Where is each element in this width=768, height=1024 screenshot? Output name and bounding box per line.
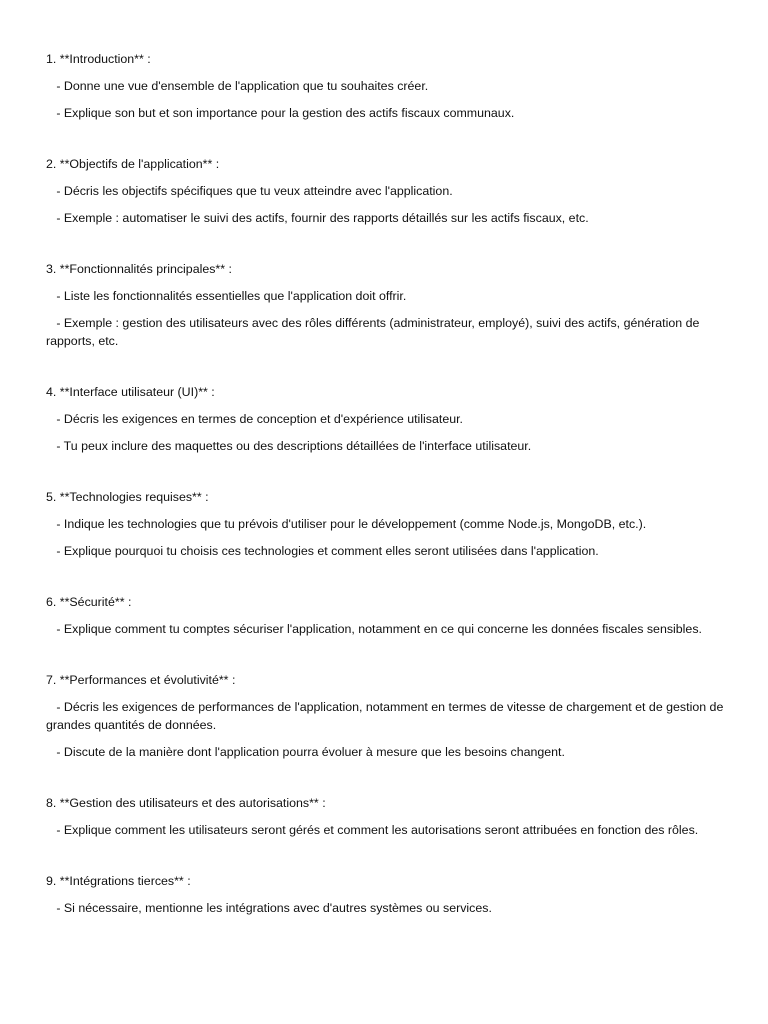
section-bullet: - Donne une vue d'ensemble de l'application que tu souhaites créer.: [46, 79, 429, 93]
section-heading: 8. **Gestion des utilisateurs et des autorisations** :: [46, 796, 326, 810]
section-heading: 2. **Objectifs de l'application** :: [46, 157, 220, 171]
section-performances: [46, 671, 736, 761]
section-heading: 3. **Fonctionnalités principales** :: [46, 262, 232, 276]
section-securite: [46, 593, 736, 638]
section-interface-utilisateur: [46, 383, 736, 455]
section-integrations: [46, 872, 736, 917]
section-bullet: - Explique pourquoi tu choisis ces technologies et comment elles seront utilisées dans l'application.: [46, 544, 599, 558]
section-heading: 4. **Interface utilisateur (UI)** :: [46, 385, 215, 399]
section-fonctionnalites: [46, 260, 736, 350]
section-bullet: - Si nécessaire, mentionne les intégrations avec d'autres systèmes ou services.: [46, 901, 492, 915]
section-heading: 5. **Technologies requises** :: [46, 490, 209, 504]
document-page: [46, 50, 736, 950]
section-bullet: - Indique les technologies que tu prévois d'utiliser pour le développement (comme Node.js, MongoDB, etc.).: [46, 517, 647, 531]
section-bullet: - Explique son but et son importance pour la gestion des actifs fiscaux communaux.: [46, 106, 515, 120]
section-heading: 9. **Intégrations tierces** :: [46, 874, 191, 888]
section-introduction: [46, 50, 736, 122]
section-bullet: - Tu peux inclure des maquettes ou des descriptions détaillées de l'interface utilisateur.: [46, 439, 532, 453]
section-heading: 1. **Introduction** :: [46, 52, 151, 66]
section-bullet: - Exemple : automatiser le suivi des actifs, fournir des rapports détaillés sur les actifs fiscaux, etc.: [46, 211, 589, 225]
section-bullet: - Décris les exigences en termes de conception et d'expérience utilisateur.: [46, 412, 463, 426]
section-bullet: - Explique comment tu comptes sécuriser l'application, notamment en ce qui concerne les données fiscales sensibles.: [46, 622, 702, 636]
section-gestion-utilisateurs: [46, 794, 736, 839]
section-technologies: [46, 488, 736, 560]
section-heading: 7. **Performances et évolutivité** :: [46, 673, 236, 687]
section-objectifs: [46, 155, 736, 227]
section-bullet: - Liste les fonctionnalités essentielles que l'application doit offrir.: [46, 289, 407, 303]
section-bullet: - Exemple : gestion des utilisateurs avec des rôles différents (administrateur, employé), suivi des actifs, génération de rapports, etc.: [46, 316, 703, 348]
section-bullet: - Discute de la manière dont l'application pourra évoluer à mesure que les besoins changent.: [46, 745, 565, 759]
section-bullet: - Explique comment les utilisateurs seront gérés et comment les autorisations seront attribuées en fonction des rôles.: [46, 823, 699, 837]
section-bullet: - Décris les objectifs spécifiques que tu veux atteindre avec l'application.: [46, 184, 453, 198]
section-bullet: - Décris les exigences de performances de l'application, notamment en termes de vitesse de chargement et de gestion de grandes quantités de données.: [46, 700, 727, 732]
section-heading: 6. **Sécurité** :: [46, 595, 132, 609]
